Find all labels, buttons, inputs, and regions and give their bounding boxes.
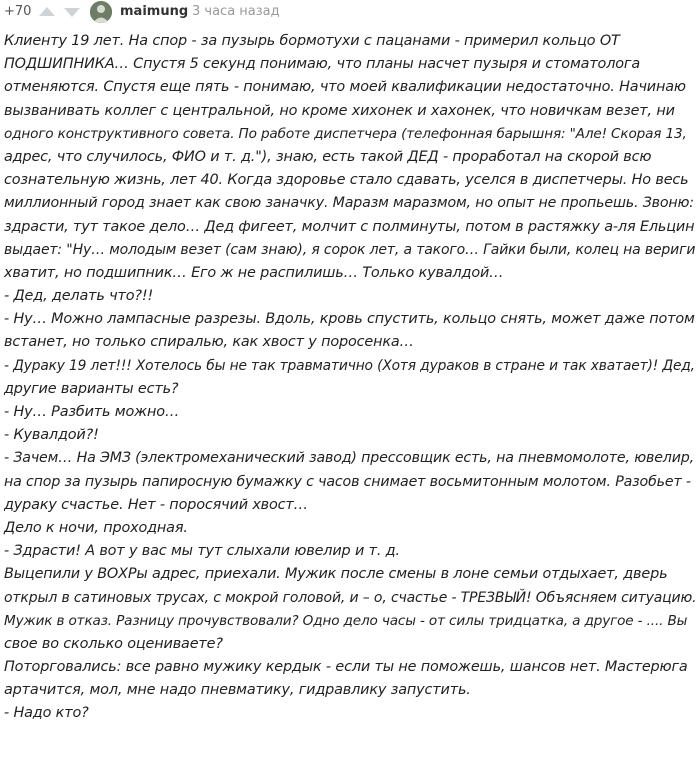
comment-line: Мужик в отказ. Разницу прочувствовали? Одно дело часы - от силы тридцатка, а другое - .... Вы [4,612,688,629]
comment-line: здрасти, тут такое дело… Дед фигеет, молчит с полминуты, потом в растяжку а-ля Ельцин [4,218,695,235]
chevron-down-icon[interactable] [61,4,83,20]
comment-line: - Дураку 19 лет!!! Хотелось бы не так травматично (Хотя дураков в стране и так хватает)! Дед, [4,357,695,374]
chevron-up-icon[interactable] [36,4,58,20]
comment-body [4,30,696,726]
comment-line: вызванивать коллег с центральной, но кроме хихонек и хахонек, что новичкам везет, ни [4,102,675,119]
comment-line: - Надо кто? [4,705,89,722]
comment-line: свое во сколько оцениваете? [4,635,223,652]
comment-line: - Зачем… На ЭМЗ (электромеханический завод) прессовщик есть, на пневмомолоте, ювелир, [4,450,695,467]
comment-line: - Ну… Можно лампасные разрезы. Вдоль, кровь спустить, кольцо снять, может даже потом [4,311,695,328]
comment-line: Выцепили у ВОХРы адрес, приехали. Мужик после смены в лоне семьи отдыхает, дверь [4,566,668,583]
comment-line: - Ну… Разбить можно… [4,404,180,420]
comment-line: адрес, что случилось, ФИО и т. д."), знаю, есть такой ДЕД - проработал на скорой всю [4,148,652,165]
username-link[interactable]: maimung [120,4,189,19]
comment-line: миллионный город знает как свою заначку. Маразм маразмом, но опыт не пропьешь. Звоню: [4,195,694,212]
comment-timestamp[interactable]: 3 часа назад [192,4,280,19]
comment-line: встанет, но только спиралью, как хвост у поросенка… [4,334,414,351]
comment-line: - Кувалдой?! [4,427,99,444]
comment-line: Клиенту 19 лет. На спор - за пузырь бормотухи с пацанами - примерил кольцо ОТ [4,33,620,49]
comment-line: - Дед, делать что?!! [4,288,154,305]
comment-line: Поторговались: все равно мужику кердык - если ты не поможешь, шансов нет. Мастерюга [4,659,688,676]
comment-line: артачится, мол, мне надо пневматику, гидравлику запустить. [4,682,471,699]
comment-line: открыл в сатиновых трусах, с мокрой головой, и – о, счастье - ТРЕЗВЫЙ! Объясняем ситуацию. [4,589,697,606]
comment-line: на спор за пузырь папиросную бумажку с часов снимает восьмитонным молотом. Разобьет - [4,473,691,490]
comment-line: выдает: "Ну… молодым везет (сам знаю), я сорок лет, а такого… Гайки были, колец на вериги [4,241,696,258]
rating-count: +70 [4,4,32,19]
comment-header [0,0,700,26]
comment-line: Дело к ночи, проходная. [4,519,188,536]
comment-line: хватит, но подшипник… Его ж не распилишь… Только кувалдой… [4,264,504,281]
comment-line: отменяются. Спустя еще пять - понимаю, что моей квалификации недостаточно. Начинаю [4,79,686,96]
comment-line: другие варианты есть? [4,380,179,397]
comment-line: сознательную жизнь, лет 40. Когда здоровье стало сдавать, уселся в диспетчеры. Но весь [4,172,689,189]
avatar[interactable] [90,1,112,23]
comment-line: ПОДШИПНИКА… Спустя 5 секунд понимаю, что планы насчет пузыря и стоматолога [4,56,640,73]
comment-line: одного конструктивного совета. По работе диспетчера (телефонная барышня: "Але! Скорая 13, [4,125,687,142]
comment-line: дураку счастье. Нет - поросячий хвост… [4,496,308,513]
comment-line: - Здрасти! А вот у вас мы тут слыхали ювелир и т. д. [4,543,400,560]
